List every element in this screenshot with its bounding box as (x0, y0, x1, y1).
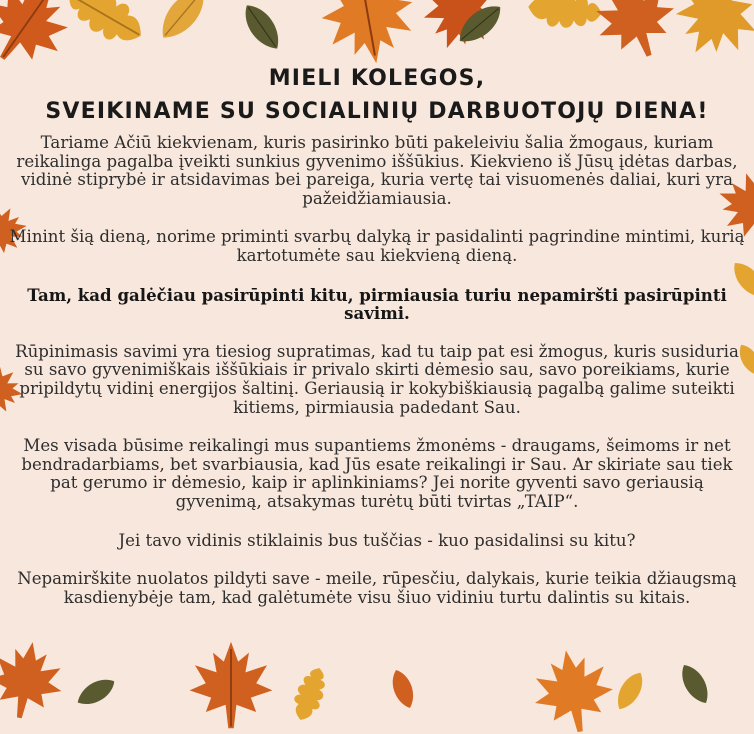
maple-leaf-icon (592, 0, 678, 60)
oval-leaf-icon (148, 0, 218, 54)
maple-leaf-icon (318, 0, 418, 66)
oval-leaf-icon (450, 0, 510, 54)
greeting-card-content (8, 62, 746, 607)
title-line-2: SVEIKINAME SU SOCIALINIŲ DARBUOTOJŲ DIENA! (45, 99, 709, 124)
oval-leaf-icon (72, 668, 120, 716)
oak-leaf-icon (60, 0, 150, 60)
paragraph-reminder: Minint šią dieną, norime priminti svarbų dalyką ir pasidalinti pagrindine mintimi, kurią kartotumėte sau kiekvieną dieną. (9, 227, 745, 265)
paragraph-needed: Mes visada būsime reikalingi mus supantiems žmonėms - draugams, šeimoms ir net bendradarbiams, bet svarbiausia, kad Jūs esate reikalingi ir Sau. Ar skiriate sau tiek pat gerumo ir dėmesio, kaip ir aplinkiniams? Jei norite gyventi savo geriausią gyvenimą, atsakymas turėtų būti tvirtas „TAIP“. (21, 436, 733, 511)
paragraph-thanks: Tariame Ačiū kiekvienam, kuris pasirinko būti pakeleiviu šalia žmogaus, kuriam reikalinga pagalba įveikti sunkius gyvenimo iššūkius. Kiekvieno iš Jūsų įdėtas darbas, vidinė stiprybė ir atsidavimas bei pareiga, kuria vertę tai visuomenės daliai, kuri yra pažeidžiamiausia. (16, 133, 738, 208)
maple-leaf-icon (0, 640, 66, 720)
maple-leaf-icon (530, 648, 616, 734)
page-title (8, 62, 746, 128)
paragraph-key-quote: Tam, kad galėčiau pasirūpinti kitu, pirmiausia turiu nepamiršti pasirūpinti savimi. (27, 284, 727, 324)
paragraph-self-care: Rūpinimasis savimi yra tiesiog supratimas, kad tu taip pat esi žmogus, kuris susiduria su savo gyvenimiškais iššūkiais ir privalo skirti dėmesio sau, savo poreikiams, kurie pripildytų vidinį energijos šaltinį. Geriausią ir kokybiškiausią pagalbą galime suteikti kitiems, pirmiausia padedant Sau. (15, 341, 739, 417)
title-line-1: MIELI KOLEGOS, (268, 66, 486, 91)
maple-leaf-icon (186, 640, 276, 730)
oval-leaf-icon (232, 0, 292, 60)
paragraph-jar-question: Jei tavo vidinis stiklainis bus tuščias - kuo pasidalinsi su kitu? (118, 530, 636, 550)
maple-leaf-icon (672, 0, 754, 60)
oak-leaf-icon (280, 664, 340, 724)
oval-leaf-icon (670, 654, 720, 714)
oval-leaf-icon (380, 664, 426, 714)
paragraph-closing: Nepamirškite nuolatos pildyti save - meile, rūpesčiu, dalykais, kurie teikia džiaugsmą kasdienybėje tam, kad galėtumėte visu šiuo vidiniu turtu dalintis su kitais. (17, 569, 737, 607)
oval-leaf-icon (606, 666, 654, 716)
